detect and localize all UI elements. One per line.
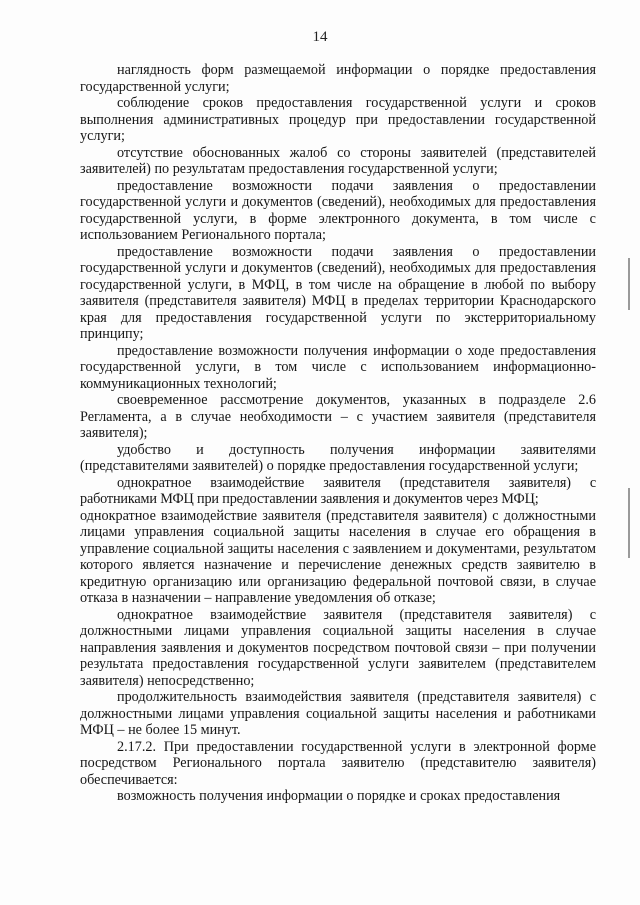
document-body — [80, 62, 596, 805]
paragraph: однократное взаимодействие заявителя (представителя заявителя) с должностными лицами управления социальной защиты населения в случае его обращения в управление социальной защиты населения с заявлением и документами, результатом которого является назначение и перечисление денежных средств заявителю в кредитную организацию или организацию федеральной почтовой связи, в случае отказа в назначении – направление уведомления об отказе; — [80, 507, 596, 606]
paragraph: однократное взаимодействие заявителя (представителя заявителя) с должностными лицами управления социальной защиты населения в случае направления заявления и документов посредством почтовой связи – при получении результата предоставления государственной услуги заявителем (представителем заявителя) непосредственно; — [80, 606, 596, 689]
paragraph: продолжительность взаимодействия заявителя (представителя заявителя) с должностными лицами управления социальной защиты населения и работниками МФЦ – не более 15 минут. — [80, 689, 596, 738]
paragraph: отсутствие обоснованных жалоб со стороны заявителей (представителей заявителей) по результатам предоставления государственной услуги; — [80, 144, 596, 177]
paragraph: предоставление возможности подачи заявления о предоставлении государственной услуги и документов (сведений), необходимых для предоставления государственной услуги, в форме электронного документа, в том числе с использованием Регионального портала; — [80, 177, 596, 243]
scan-edge-mark — [628, 258, 630, 310]
paragraph: удобство и доступность получения информации заявителями (представителями заявителей) о порядке предоставления государственной услуги; — [80, 441, 596, 474]
paragraph: однократное взаимодействие заявителя (представителя заявителя) с работниками МФЦ при предоставлении заявления и документов через МФЦ; — [80, 474, 596, 507]
paragraph: предоставление возможности подачи заявления о предоставлении государственной услуги и документов (сведений), необходимых для предоставления государственной услуги, в МФЦ, в том числе на обращение в любой по выбору заявителя (представителя заявителя) МФЦ в пределах территории Краснодарского края для предоставления государственной услуги по экстерриториальному принципу; — [80, 243, 596, 342]
paragraph: наглядность форм размещаемой информации о порядке предоставления государственной услуги; — [80, 62, 596, 95]
paragraph: 2.17.2. При предоставлении государственной услуги в электронной форме посредством Регионального портала заявителю (представителю заявителя) обеспечивается: — [80, 738, 596, 788]
paragraph: возможность получения информации о порядке и сроках предоставления — [117, 788, 561, 804]
page-number: 14 — [312, 29, 328, 45]
paragraph: своевременное рассмотрение документов, указанных в подразделе 2.6 Регламента, а в случае необходимости – с участием заявителя (представителя заявителя); — [80, 392, 596, 441]
scan-edge-mark — [628, 488, 630, 558]
paragraph: предоставление возможности получения информации о ходе предоставления государственной услуги, в том числе с использованием информационно-коммуникационных технологий; — [80, 342, 596, 392]
paragraph: соблюдение сроков предоставления государственной услуги и сроков выполнения административных процедур при предоставлении государственной услуги; — [80, 95, 596, 144]
